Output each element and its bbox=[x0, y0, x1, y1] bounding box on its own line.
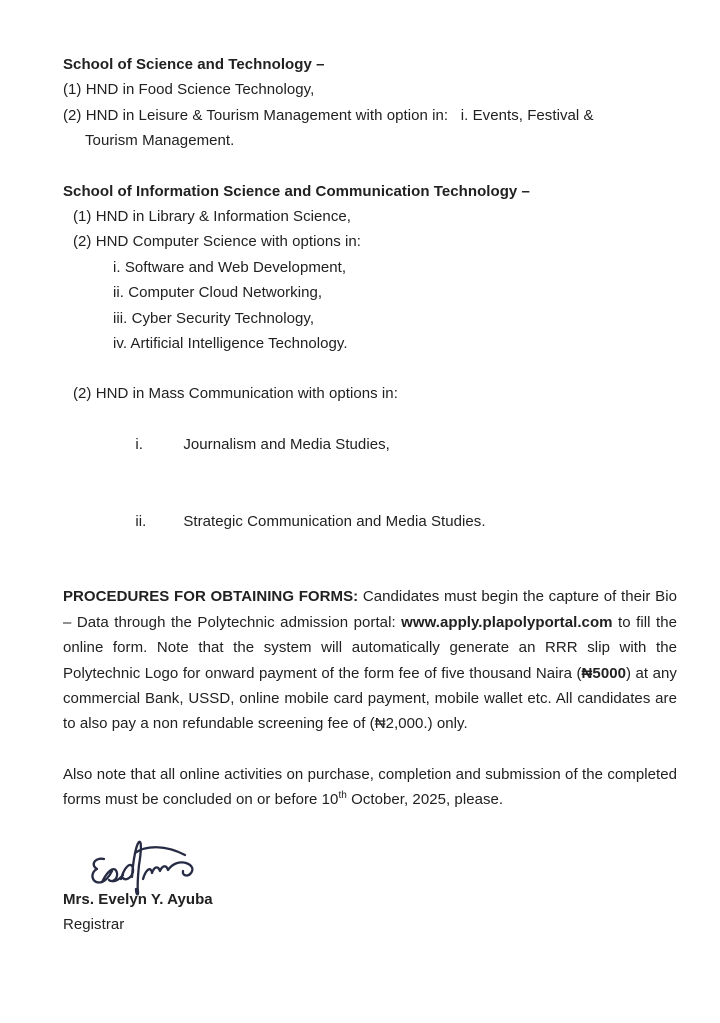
section-spacer bbox=[63, 737, 677, 762]
list-item: (2) HND in Leisure & Tourism Management with option in: i. Events, Festival & bbox=[63, 106, 594, 124]
section-science-tech-heading: School of Science and Technology – bbox=[63, 56, 325, 73]
procedures-text: Candidates must begin the capture of their Bio – Data through the Polytechnic admission portal: bbox=[63, 588, 677, 631]
signatory-name: Mrs. Evelyn Y. Ayuba bbox=[63, 890, 213, 908]
sub-list-item: ii. Computer Cloud Networking, bbox=[113, 284, 323, 302]
section-spacer bbox=[63, 356, 677, 381]
sub-list-item bbox=[63, 407, 677, 483]
sub-list-item bbox=[63, 483, 677, 559]
list-item: (1) HND in Food Science Technology, bbox=[63, 81, 315, 99]
list-item: (2) HND Computer Science with options in: bbox=[73, 233, 361, 251]
document-content bbox=[63, 52, 677, 937]
deadline-paragraph bbox=[63, 762, 677, 813]
sub-list-item-label: Journalism and Media Studies, bbox=[183, 436, 390, 454]
list-item: (2) HND in Mass Communication with options in: bbox=[73, 385, 398, 403]
procedures-text: to fill the online form. Note that the system will automatically generate an RRR slip with the Polytechnic Logo for onward payment of the form fee of five thousand Naira ( bbox=[63, 613, 677, 682]
sub-list-item: iv. Artificial Intelligence Technology. bbox=[113, 335, 348, 353]
form-fee-amount: ₦5000 bbox=[581, 664, 626, 682]
sub-list-item-label: Strategic Communication and Media Studies. bbox=[183, 512, 486, 530]
procedures-text: ) at any commercial Bank, USSD, online mobile card payment, mobile wallet etc. All candidates are to also pay a non refundable screening fee of (₦2,000.) only. bbox=[63, 664, 677, 733]
list-item: (1) HND in Library & Information Science, bbox=[73, 208, 351, 226]
roman-numeral-marker: ii. bbox=[135, 512, 147, 530]
procedures-heading-inline: PROCEDURES FOR OBTAINING FORMS: bbox=[63, 588, 359, 606]
signatory-title: Registrar bbox=[63, 915, 125, 933]
roman-numeral-marker: i. bbox=[135, 436, 143, 454]
list-item-continuation: Tourism Management. bbox=[85, 132, 235, 150]
section-spacer bbox=[63, 559, 677, 584]
sub-list-item: iii. Cyber Security Technology, bbox=[113, 309, 315, 327]
ordinal-superscript: th bbox=[338, 790, 347, 802]
section-spacer bbox=[63, 154, 677, 179]
sub-list-item: i. Software and Web Development, bbox=[113, 258, 347, 276]
deadline-text: Also note that all online activities on purchase, completion and submission of the completed forms must be concluded on or before 10 bbox=[63, 765, 677, 809]
procedures-paragraph bbox=[63, 584, 677, 736]
portal-url: www.apply.plapolyportal.com bbox=[401, 613, 613, 631]
deadline-text: October, 2025, please. bbox=[346, 791, 504, 809]
section-info-comm-tech-heading: School of Information Science and Communication Technology – bbox=[63, 182, 530, 200]
